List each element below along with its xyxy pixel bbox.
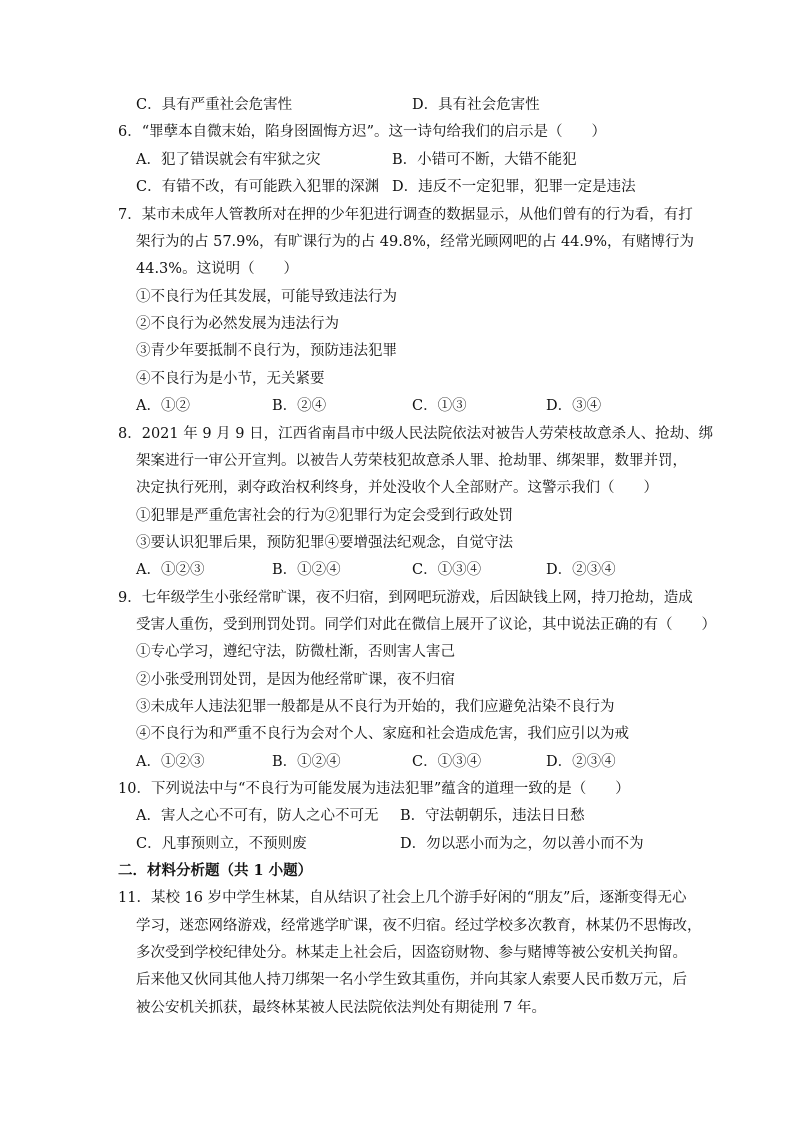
q9-stem-line-1: 9．七年级学生小张经常旷课，夜不归宿，到网吧玩游戏，后因缺钱上网，持刀抢劫，造成 [118, 590, 693, 606]
q9-item-2: ②小张受刑罚处罚，是因为他经常旷课，夜不归宿 [136, 672, 455, 688]
q8-option-d: D．②③④ [546, 562, 616, 578]
q8-option-b: B．①②④ [272, 562, 341, 578]
q5-option-d: D．具有社会危害性 [412, 97, 540, 113]
q9-item-3: ③未成年人违法犯罪一般都是从不良行为开始的，我们应避免沾染不良行为 [136, 699, 615, 715]
q8-stem-line-1: 8．2021 年 9 月 9 日，江西省南昌市中级人民法院依法对被告人劳荣枝故意杀人、抢劫、绑 [118, 426, 714, 442]
q6-option-d: D．违反不一定犯罪，犯罪一定是违法 [392, 179, 636, 195]
q9-option-b: B．①②④ [272, 754, 341, 770]
q7-option-b: B．②④ [272, 398, 327, 414]
q10-stem: 10．下列说法中与“不良行为可能发展为违法犯罪”蕴含的道理一致的是（ ） [118, 781, 630, 797]
q9-stem-line-2: 受害人重伤，受到刑罚处罚。同学们对此在微信上展开了议论，其中说法正确的有（ ） [136, 617, 716, 633]
q7-item-2: ②不良行为必然发展为违法行为 [136, 316, 339, 332]
q7-item-3: ③青少年要抵制不良行为，预防违法犯罪 [136, 343, 397, 359]
q11-line-5: 被公安机关抓获，最终林某被人民法院依法判处有期徒刑 7 年。 [136, 1000, 546, 1016]
q6-option-c: C．有错不改，有可能跌入犯罪的深渊 [136, 179, 380, 195]
q11-line-3: 多次受到学校纪律处分。林某走上社会后，因盗窃财物、参与赌博等被公安机关拘留。 [136, 945, 687, 961]
q9-option-a: A．①②③ [136, 754, 205, 770]
q10-option-a: A．害人之心不可有，防人之心不可无 [136, 808, 379, 824]
q7-stem-line-1: 7．某市未成年人管教所对在押的少年犯进行调查的数据显示，从他们曾有的行为看，有打 [118, 207, 693, 223]
q7-item-1: ①不良行为任其发展，可能导致违法行为 [136, 289, 397, 305]
q7-option-c: C．①③ [412, 398, 467, 414]
q9-option-d: D．②③④ [546, 754, 616, 770]
q7-option-d: D．③④ [546, 398, 602, 414]
q6-option-b: B．小错可不断，大错不能犯 [392, 152, 577, 168]
q10-option-b: B．守法朝朝乐，违法日日愁 [400, 808, 585, 824]
q8-option-c: C．①③④ [412, 562, 482, 578]
q6-option-a: A．犯了错误就会有牢狱之灾 [136, 152, 321, 168]
q8-item-1: ①犯罪是严重危害社会的行为②犯罪行为定会受到行政处罚 [136, 508, 513, 524]
q7-stem-line-3: 44.3%。这说明（ ） [136, 261, 299, 277]
q11-line-1: 11．某校 16 岁中学生林某，自从结识了社会上几个游手好闲的“朋友”后，逐渐变得无心 [118, 890, 687, 906]
q10-option-c: C．凡事预则立，不预则废 [136, 836, 307, 852]
section-2-title: 二．材料分析题（共 1 小题） [118, 862, 313, 879]
q5-option-c: C．具有严重社会危害性 [136, 97, 293, 113]
q7-option-a: A．①② [136, 398, 190, 414]
q6-stem: 6．“罪孽本自微末始，陷身囹圄悔方迟”。这一诗句给我们的启示是（ ） [118, 124, 607, 140]
q11-line-4: 后来他又伙同其他人持刀绑架一名小学生致其重伤，并向其家人索要人民币数万元，后 [136, 972, 687, 988]
q11-line-2: 学习，迷恋网络游戏，经常逃学旷课，夜不归宿。经过学校多次教育，林某仍不思悔改， [136, 918, 702, 934]
q8-stem-line-3: 决定执行死刑，剥夺政治权利终身，并处没收个人全部财产。这警示我们（ ） [136, 480, 658, 496]
q7-item-4: ④不良行为是小节，无关紧要 [136, 371, 325, 387]
q10-option-d: D．勿以恶小而为之，勿以善小而不为 [400, 836, 644, 852]
q8-item-2: ③要认识犯罪后果，预防犯罪④要增强法纪观念，自觉守法 [136, 535, 513, 551]
q8-stem-line-2: 架案进行一审公开宣判。以被告人劳荣枝犯故意杀人罪、抢劫罪、绑架罪，数罪并罚， [136, 453, 687, 469]
q9-option-c: C．①③④ [412, 754, 482, 770]
q9-item-1: ①专心学习，遵纪守法，防微杜渐，否则害人害己 [136, 644, 455, 660]
q8-option-a: A．①②③ [136, 562, 205, 578]
q9-item-4: ④不良行为和严重不良行为会对个人、家庭和社会造成危害，我们应引以为戒 [136, 726, 629, 742]
q7-stem-line-2: 架行为的占 57.9%，有旷课行为的占 49.8%，经常光顾网吧的占 44.9%，有赌博行为 [136, 234, 695, 250]
